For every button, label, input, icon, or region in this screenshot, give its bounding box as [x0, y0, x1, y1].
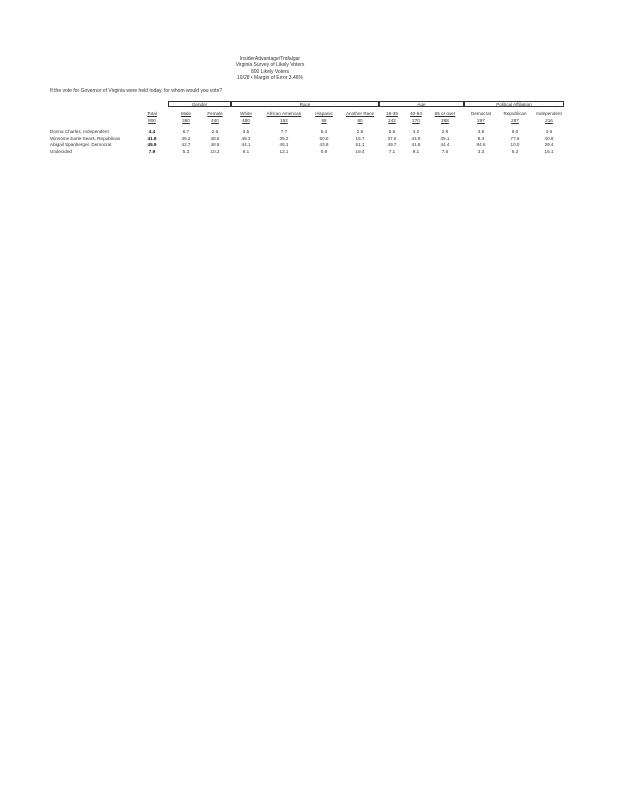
column-label: Independent [536, 111, 562, 116]
column-n: 480 [242, 118, 250, 123]
cell: 3.6 [545, 129, 553, 134]
cell: 45.9 [147, 142, 157, 147]
cell: 2.8 [356, 129, 364, 134]
column-label: Female [207, 111, 223, 116]
cell: 0.9 [320, 148, 328, 154]
cell: 46.3 [241, 135, 251, 141]
cell: 48.8 [210, 142, 220, 147]
cell: 7.6 [441, 148, 449, 154]
cell: 42.7 [181, 142, 191, 147]
column-n: 297 [477, 118, 485, 123]
cell: 43.8 [319, 142, 329, 147]
row-label-spanberger: Abigail Spanberger, Democrat [50, 142, 112, 147]
cell: 41.8 [147, 135, 157, 141]
cell: 7.7 [280, 129, 288, 134]
column-n: 360 [182, 118, 190, 123]
cell: 6.1 [242, 148, 250, 154]
cell: 5.3 [182, 148, 190, 154]
cell: 44.1 [241, 142, 251, 147]
column-label: Democrat [471, 111, 491, 116]
column-label: White [240, 111, 252, 116]
cell: 19.4 [355, 148, 365, 154]
cell: 45.1 [279, 142, 289, 147]
cell: 8.4 [477, 135, 485, 141]
cell: 10.0 [510, 142, 520, 147]
cell: 5.6 [388, 129, 396, 134]
column-n: 242 [388, 118, 396, 123]
column-label: 18-39 [386, 111, 398, 116]
cell: 45.2 [181, 135, 191, 141]
cell: 4.2 [412, 129, 420, 134]
cell: 3.8 [477, 129, 485, 134]
cell: 41.8 [411, 142, 421, 147]
cell: 35.2 [279, 135, 289, 141]
cell: 44.9 [411, 135, 421, 141]
column-n: 287 [511, 118, 519, 123]
cell: 16.7 [355, 135, 365, 141]
cell: 6.0 [511, 129, 519, 134]
cell: 44.4 [440, 142, 450, 147]
cell: 45.1 [440, 135, 450, 141]
cell: 61.1 [355, 142, 365, 147]
column-label: Republican [503, 111, 527, 116]
cell: 2.6 [211, 129, 219, 134]
date-margin-of-error: 10/28 • Margin of Error 3.46% [237, 75, 303, 82]
group-header-political-affiliation: Political Affiliation [464, 101, 564, 107]
survey-question: If the vote for Governor of Virginia were held today, for whom would you vote? [50, 88, 223, 94]
column-label: 65 or over [434, 111, 456, 116]
cell: 10.2 [210, 148, 220, 154]
row-label-earle-sears: Winsome Earle-Sears, Republican [50, 135, 121, 141]
cell: 37.6 [387, 135, 397, 141]
cell: 12.1 [279, 148, 289, 154]
cell: 3.3 [477, 148, 485, 154]
cell: 6.3 [511, 148, 519, 154]
column-label: Male [181, 111, 191, 116]
column-n: 288 [441, 118, 449, 123]
group-header-race: Race [231, 101, 379, 107]
column-n: 88 [321, 118, 327, 123]
cell: 77.6 [510, 135, 520, 141]
column-n: 270 [412, 118, 420, 123]
cell: 39.4 [544, 142, 554, 147]
survey-title-block [170, 56, 370, 82]
column-n: 440 [211, 118, 219, 123]
column-n: 152 [280, 118, 288, 123]
cell: 9.1 [412, 148, 420, 154]
group-header-age: Age [379, 101, 464, 107]
column-n: 800 [148, 118, 156, 123]
sample-size: 800 Likely Voters [250, 68, 290, 75]
pollster-name: InsiderAdvantage/Trafalgar [239, 56, 301, 62]
cell: 40.8 [544, 135, 554, 141]
row-label-charles: Donna Charles, Independent [50, 129, 109, 134]
survey-name: Virginia Survey of Likely Voters [235, 62, 305, 69]
group-header-gender: Gender [168, 101, 231, 107]
cell: 6.7 [182, 129, 190, 134]
cell: 2.8 [441, 129, 449, 134]
column-label: Hispanic [315, 111, 333, 116]
column-n: 80 [357, 118, 363, 123]
cell: 7.1 [388, 148, 396, 154]
cell: 49.7 [387, 142, 397, 147]
cell: 3.5 [242, 129, 250, 134]
row-label-undecided: Undecided [50, 148, 72, 154]
column-n: 216 [545, 118, 553, 123]
cell: 84.5 [476, 142, 486, 147]
cell: 38.5 [210, 135, 220, 141]
column-label: Total [147, 111, 157, 116]
cell: 4.4 [148, 129, 156, 134]
column-label: African American [266, 111, 302, 116]
cell: 16.1 [544, 148, 554, 154]
column-label: Another Race [345, 111, 375, 116]
cell: 50.0 [319, 135, 329, 141]
cell: 7.9 [148, 148, 156, 154]
cell: 5.3 [320, 129, 328, 134]
column-label: 40-64 [410, 111, 422, 116]
